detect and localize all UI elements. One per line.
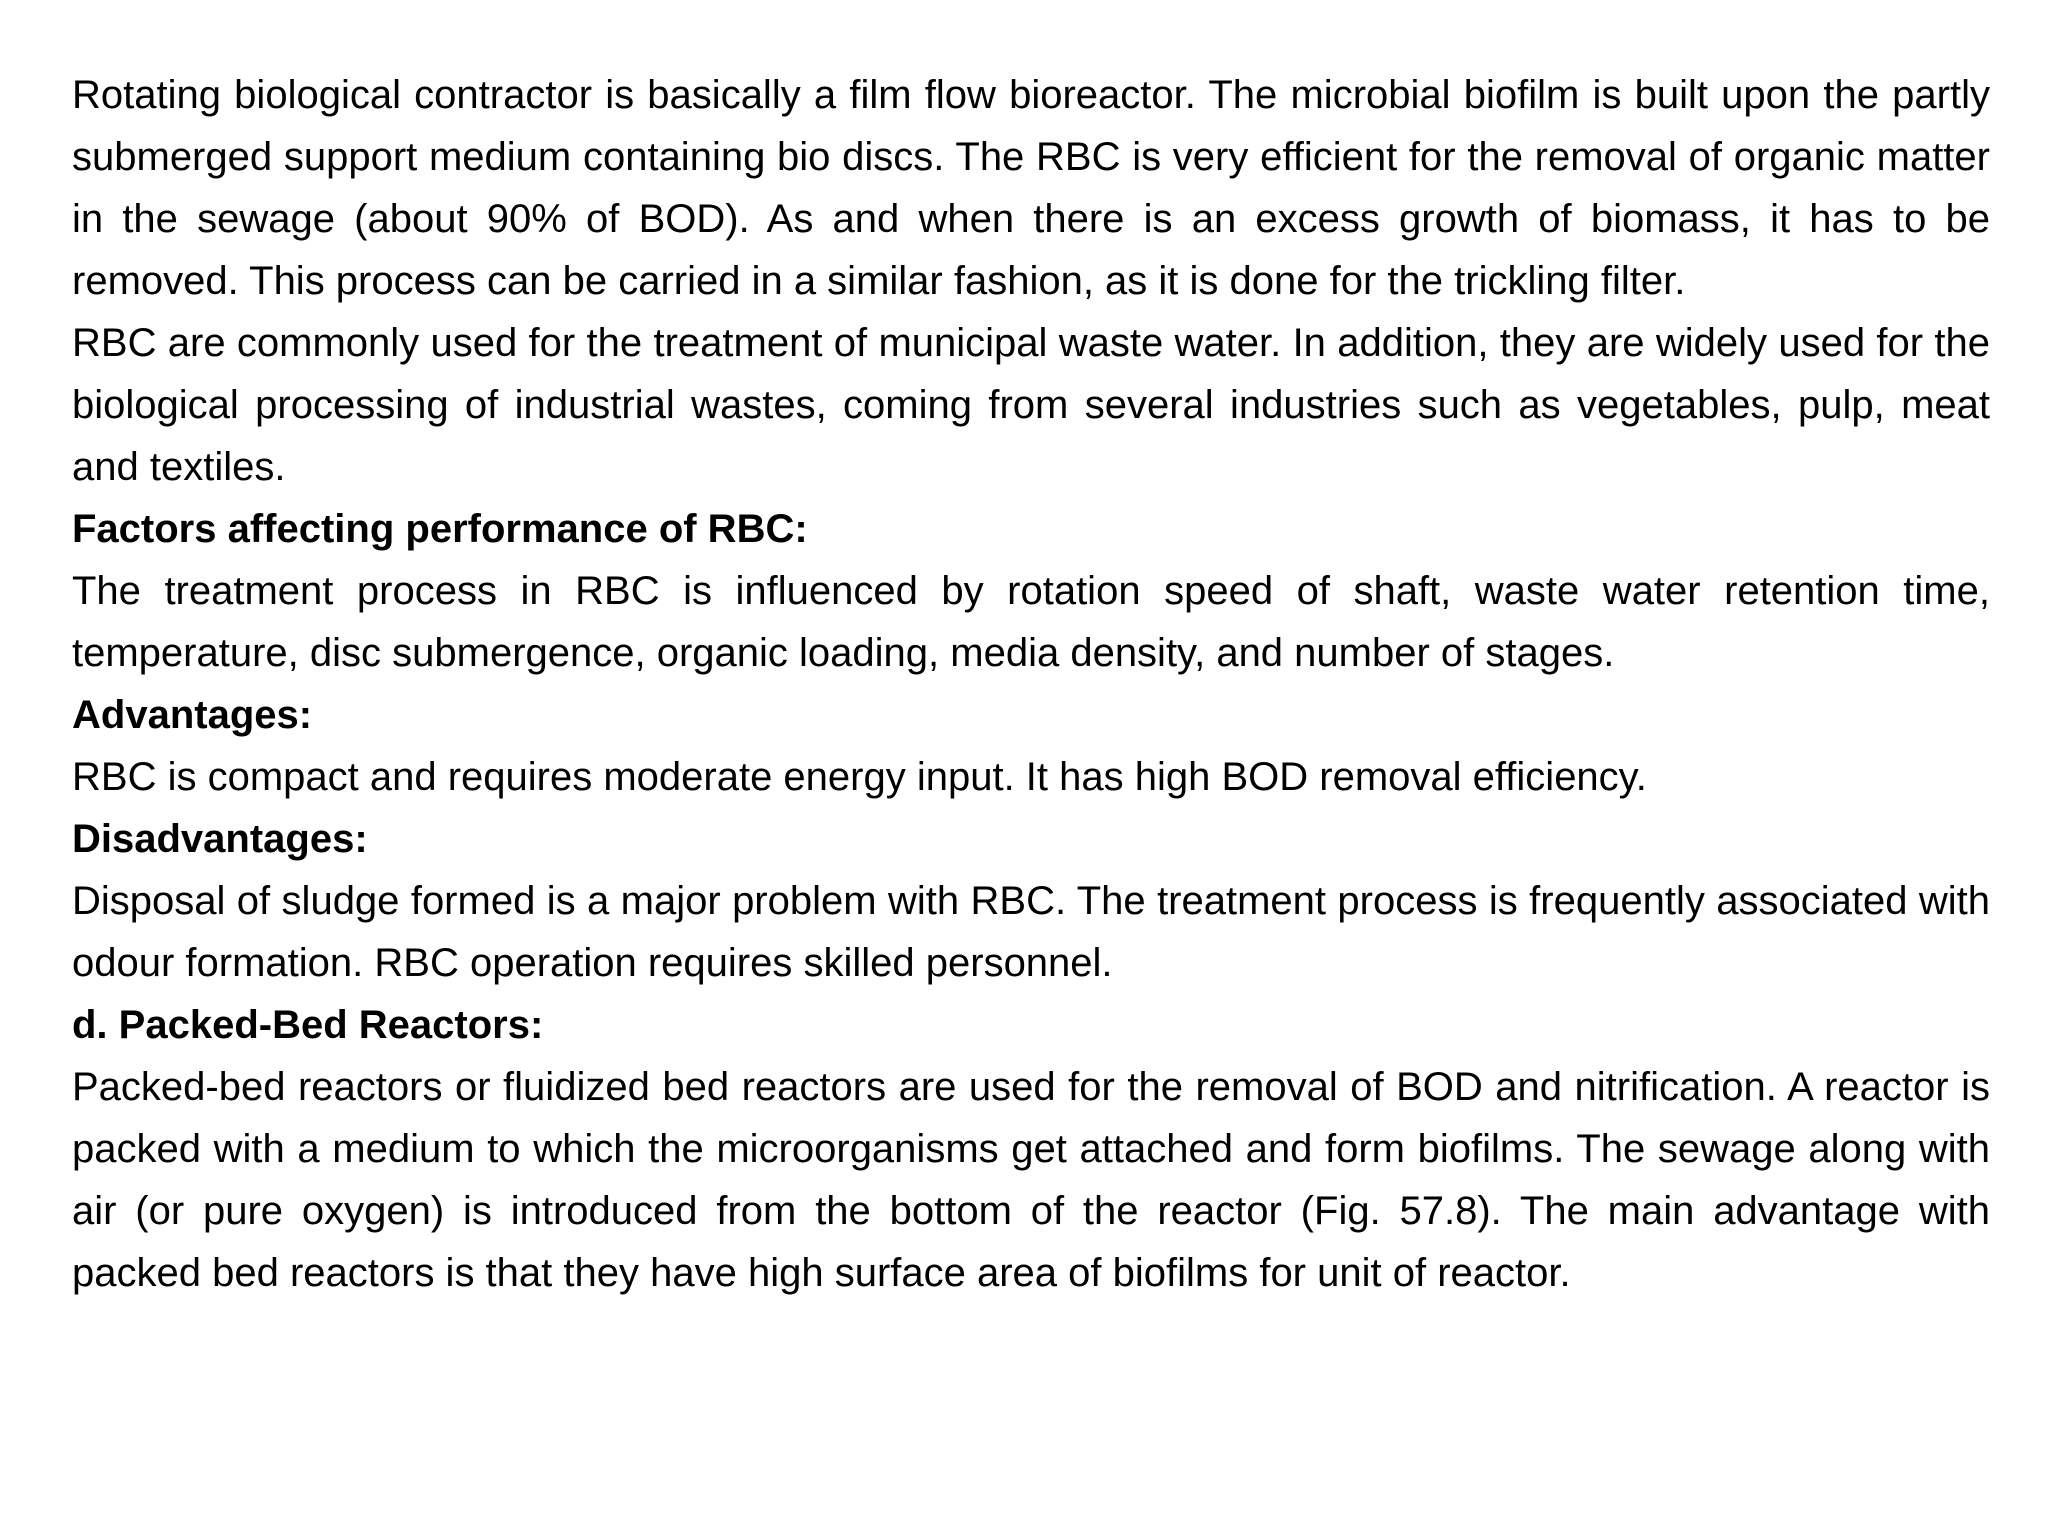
rbc-uses-paragraph: RBC are commonly used for the treatment of municipal waste water. In addition, they are widely used for the biological processing of industrial wastes, coming from several industries such as vegetables, pulp, meat and textiles. xyxy=(72,321,1990,489)
document-body xyxy=(72,64,1990,1304)
factors-paragraph: The treatment process in RBC is influenced by rotation speed of shaft, waste water retention time, temperature, disc submergence, organic loading, media density, and number of stages. xyxy=(72,569,1990,675)
advantages-heading: Advantages: xyxy=(72,693,313,737)
packed-bed-paragraph: Packed-bed reactors or fluidized bed reactors are used for the removal of BOD and nitrification. A reactor is packed with a medium to which the microorganisms get attached and form biofilms. The sewage along with air (or pure oxygen) is introduced from the bottom of the reactor (Fig. 57.8). The main advantage with packed bed reactors is that they have high surface area of biofilms for unit of reactor. xyxy=(72,1065,1990,1295)
packed-bed-heading: d. Packed-Bed Reactors: xyxy=(72,1003,544,1047)
disadvantages-heading: Disadvantages: xyxy=(72,817,368,861)
disadvantages-paragraph: Disposal of sludge formed is a major problem with RBC. The treatment process is frequently associated with odour formation. RBC operation requires skilled personnel. xyxy=(72,879,1990,985)
factors-heading: Factors affecting performance of RBC: xyxy=(72,507,808,551)
rbc-intro-paragraph: Rotating biological contractor is basically a film flow bioreactor. The microbial biofilm is built upon the partly submerged support medium containing bio discs. The RBC is very efficient for the removal of organic matter in the sewage (about 90% of BOD). As and when there is an excess growth of biomass, it has to be removed. This process can be carried in a similar fashion, as it is done for the trickling filter. xyxy=(72,73,1990,303)
advantages-paragraph: RBC is compact and requires moderate energy input. It has high BOD removal efficiency. xyxy=(72,755,1647,799)
